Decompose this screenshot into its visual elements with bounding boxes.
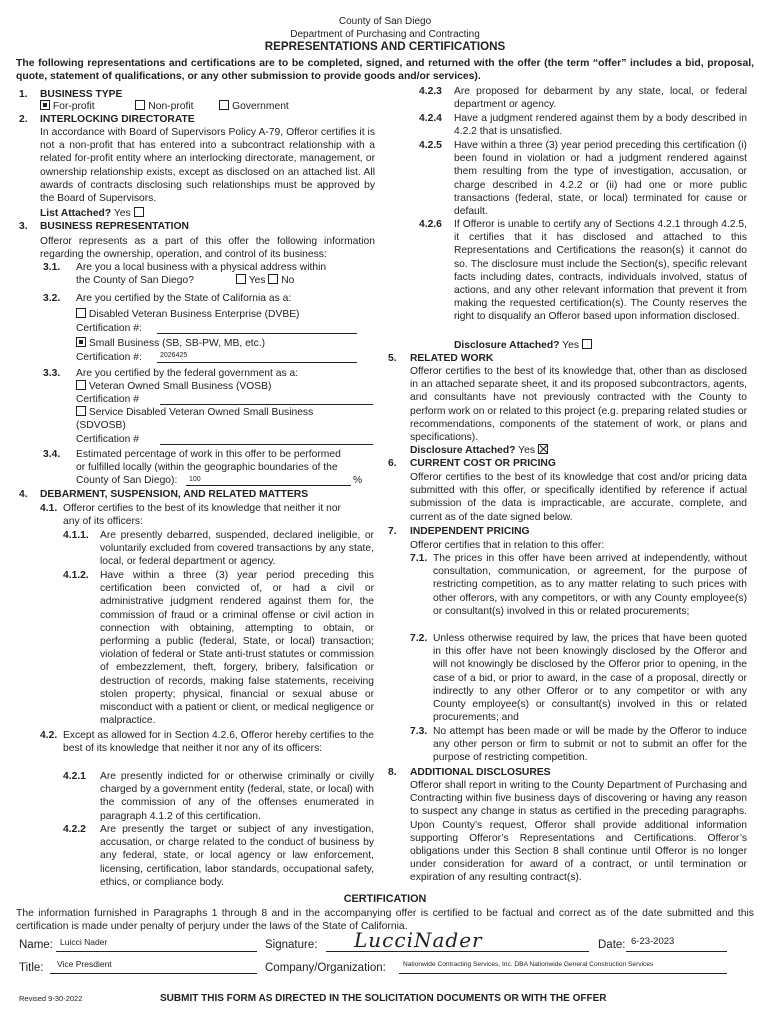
p72-text: Unless otherwise required by law, the prices that have been quoted in this offer have not been knowingly disclosed by the Offeror and will not knowingly be disclosed by the Offeror prior to opening, in the case of a bid, or prior to award, in the case of a proposal, directly or indirectly to any other Offeror or to any competitor or with any County employee(s) or consultant(s) involved in this or related procurements; and <box>433 633 747 724</box>
p423-text: Are proposed for debarment by any state, local, or federal department or agency. <box>454 86 747 111</box>
forprofit-checkbox[interactable] <box>40 100 50 110</box>
s3-num: 3. <box>19 221 28 232</box>
p424-num: 4.2.4 <box>419 113 442 124</box>
sb-cert-label: Certification #: <box>76 352 142 363</box>
s6-num: 6. <box>388 458 397 469</box>
signature-value: LucciNader <box>354 928 483 952</box>
county-name: County of San Diego <box>338 16 432 27</box>
nonprofit-checkbox[interactable] <box>135 100 145 110</box>
department-name: Department of Purchasing and Contracting <box>290 29 480 40</box>
list-attached-label: List Attached? <box>40 208 112 219</box>
vosb-cert-field[interactable] <box>160 404 373 405</box>
sb-checkbox[interactable] <box>76 337 86 347</box>
p426-disclosure-label: Disclosure Attached? <box>454 340 560 351</box>
organization-value: Nationwide Contracting Services, Inc. DBA Nationwide General Construction Services <box>403 961 654 968</box>
certification-title: CERTIFICATION <box>343 893 427 905</box>
s1-title: BUSINESS TYPE <box>40 89 123 100</box>
p421-text: Are presently indicted for or otherwise criminally or civilly charged by a government entity (federal, state, or local) with the commission of any of the offenses enumerated in paragraph 4.1.2 of this certification. <box>100 771 374 822</box>
local-percent-value: 100 <box>189 476 201 483</box>
q31-text-a: Are you a local business with a physical address within <box>76 262 327 273</box>
p411-text: Are presently debarred, suspended, declared ineligible, or voluntarily excluded from covered transactions by any state, local, or federal department or agency. <box>100 530 374 568</box>
sdvosb-cert-field[interactable] <box>160 444 373 445</box>
date-value: 6-23-2023 <box>631 936 675 947</box>
local-percent-field[interactable] <box>186 485 351 486</box>
title-field[interactable] <box>50 973 257 974</box>
p412-text: Have within a three (3) year period preceding this certification been convicted of, or had a civil or administrative judgment rendered against them for, the commission of fraud or a criminal offense or civil action in connection with obtaining, attempting to obtain, or performing a public (federal, State, or local) transaction; violation of federal or State anti-trust statutes or commission of embezzlement, theft, forgery, bribery, falsification or destruction of records, making false statements, receiving stolen property; physical, financial or sexual abuse or misconduct with a patient or client, or medical negligence or malpractice. <box>100 570 374 727</box>
p42-text: Except as allowed for in Section 4.2.6, Offeror hereby certifies to the best of its knowledge that neither it nor any of its officers: <box>63 730 374 755</box>
q34-text-a: Estimated percentage of work in this offer to be performed <box>76 449 341 460</box>
s5-disclosure <box>410 444 548 457</box>
sdvosb-label: Service Disabled Veteran Owned Small Business <box>88 407 314 418</box>
s8-body: Offeror shall report in writing to the County Department of Purchasing and Contracting within five business days of discovering or having any reason to suspect any change in status as certified in the preceding paragraphs. Upon County’s request, Offeror shall provide additional information supporting Offeror’s Representations and Certifications. Offeror’s obligations under this Section 8 shall continue until Offeror is no longer under consideration for award of a contract, or until termination or expiration of any resulting contract(s). <box>410 780 747 884</box>
name-label: Name: <box>19 939 53 951</box>
percent-sign: % <box>353 475 363 486</box>
p412-num: 4.1.2. <box>63 570 89 581</box>
local-yes-checkbox[interactable] <box>236 274 246 284</box>
sb-row <box>76 337 265 350</box>
revised-date: Revised 9-30-2022 <box>19 994 83 1003</box>
list-attached-yes: Yes <box>113 208 131 219</box>
date-field[interactable] <box>626 951 727 952</box>
p424-text: Have a judgment rendered against them by a body described in 4.2.2 that is unsatisfied. <box>454 113 747 138</box>
s5-disclosure-label: Disclosure Attached? <box>410 445 516 456</box>
local-yes-label: Yes <box>248 275 266 286</box>
list-attached-checkbox[interactable] <box>134 207 144 217</box>
dvbe-cert-label: Certification #: <box>76 323 142 334</box>
s8-title: ADDITIONAL DISCLOSURES <box>410 767 551 778</box>
signature-label: Signature: <box>265 939 318 951</box>
s6-body: Offeror certifies to the best of its knowledge that cost and/or pricing data submitted with this offer, or specifically identified by reference if actual submission of the data is impracticable, are accurate, complete, and current as of the date signed below. <box>410 472 747 523</box>
name-value: Luicci Nader <box>60 937 108 947</box>
q33-text: Are you certified by the federal government as a: <box>76 368 299 379</box>
p422-text: Are presently the target or subject of any investigation, accusation, or charge related to the conduct of business by any federal, state, or local agency or law enforcement, licensing, certification, labor standards, occupational safety, ethics, or compliance body. <box>100 824 374 888</box>
s2-body: In accordance with Board of Supervisors Policy A-79, Offeror certifies it is not a non-profit that has entered into a subcontract relationship with a related for-profit entity where an interlocking directorate, management, or ownership relationship exists, except as disclosed on an attached list. All awards of contracts disclosing such relationships must be approved by the Board of Supervisors. <box>40 127 375 205</box>
business-type-options <box>40 100 289 113</box>
vosb-label: Veteran Owned Small Business (VOSB) <box>88 381 272 392</box>
sdvosb-checkbox[interactable] <box>76 406 86 416</box>
q31-num: 3.1. <box>43 262 61 273</box>
sb-cert-value: 2026425 <box>160 352 188 359</box>
sdvosb-row <box>76 406 313 419</box>
s1-num: 1. <box>19 89 28 100</box>
government-label: Government <box>232 101 289 112</box>
s5-disclosure-checkbox[interactable] <box>538 444 548 454</box>
forprofit-label: For-profit <box>52 101 95 112</box>
p422-num: 4.2.2 <box>63 824 86 835</box>
organization-label: Company/Organization: <box>265 962 386 974</box>
certification-body: The information furnished in Paragraphs 1 through 8 and in the accompanying offer is certified to be factual and correct as of the date submitted and this certification is made under penalty of perjury under the laws of the State of California. <box>16 908 754 933</box>
p425-text: Have within a three (3) year period preceding this certification (i) been found in violation or had a judgment rendered against them resulting from the type of investigation, accusation, or charge described in 4.2.2 or (ii) had one or more public transactions (federal, state, or local) terminated for cause or default. <box>454 140 747 218</box>
s6-title: CURRENT COST OR PRICING <box>410 458 556 469</box>
p426-disclosure-checkbox[interactable] <box>582 339 592 349</box>
q32-text: Are you certified by the State of California as a: <box>76 293 292 304</box>
nonprofit-label: Non-profit <box>148 101 194 112</box>
vosb-cert-label: Certification # <box>76 394 139 405</box>
local-no-label: No <box>281 275 295 286</box>
name-field[interactable] <box>56 951 257 952</box>
p426-text: If Offeror is unable to certify any of Sections 4.2.1 through 4.2.5, it certifies that it has disclosed and attached to this Representations and Certifications the reason(s) it cannot do so. The disclosure must include the Section(s), specific relevant facts including dates, contracts, individuals involved, status of actions, and any other relevant information that prevent it from making the requested certification(s). The County reserves the right to disqualify an Offeror based upon information disclosed. <box>454 219 747 323</box>
s5-body: Offeror certifies to the best of its knowledge that, other than as disclosed in an attached separate sheet, it and its proposed subcontractors, agents, and consultants have not previously contracted with the County to perform work on or related to this project (e.g. preparing related studies or recommendations, components of the statement of work, or plans and specifications). <box>410 366 747 444</box>
p426-disclosure <box>454 339 592 352</box>
q34-text-b: or fulfilled locally (within the geographic boundaries of the <box>76 462 338 473</box>
sdvosb-cert-label: Certification # <box>76 434 139 445</box>
s2-title: INTERLOCKING DIRECTORATE <box>40 114 195 125</box>
s7-title: INDEPENDENT PRICING <box>410 526 530 537</box>
p71-num: 7.1. <box>410 553 428 564</box>
q33-num: 3.3. <box>43 368 61 379</box>
dvbe-label: Disabled Veteran Business Enterprise (DVBE) <box>88 309 300 320</box>
p73-num: 7.3. <box>410 726 428 737</box>
q31-options <box>236 274 294 287</box>
dvbe-cert-field[interactable] <box>157 333 357 334</box>
local-no-checkbox[interactable] <box>268 274 278 284</box>
intro-text: The following representations and certifications are to be completed, signed, and returned with the offer (the term “offer” includes a bid, proposal, quote, statement of qualifications, or any other submission to provide goods and/or services). <box>16 58 754 82</box>
p41-text-b: any of its officers: <box>63 516 143 527</box>
s4-num: 4. <box>19 489 28 500</box>
p421-num: 4.2.1 <box>63 771 86 782</box>
date-label: Date: <box>598 939 626 951</box>
q34-text-c: County of San Diego): <box>76 475 178 486</box>
sb-cert-field[interactable] <box>157 362 357 363</box>
s7-num: 7. <box>388 526 397 537</box>
s2-num: 2. <box>19 114 28 125</box>
q32-num: 3.2. <box>43 293 61 304</box>
sdvosb-label-b: (SDVOSB) <box>76 420 126 431</box>
vosb-checkbox[interactable] <box>76 380 86 390</box>
s7-intro: Offeror certifies that in relation to this offer: <box>410 540 605 551</box>
form-title: REPRESENTATIONS AND CERTIFICATIONS <box>264 40 506 53</box>
submit-instruction: SUBMIT THIS FORM AS DIRECTED IN THE SOLICITATION DOCUMENTS OR WITH THE OFFER <box>160 993 607 1004</box>
title-value: Vice Presdient <box>57 959 112 969</box>
s4-title: DEBARMENT, SUSPENSION, AND RELATED MATTERS <box>40 489 309 500</box>
s3-title: BUSINESS REPRESENTATION <box>40 221 189 232</box>
q31-text-b: the County of San Diego? <box>76 275 194 286</box>
p426-num: 4.2.6 <box>419 219 442 230</box>
p423-num: 4.2.3 <box>419 86 442 97</box>
p41-text-a: Offeror certifies to the best of its knowledge that neither it nor <box>63 503 341 514</box>
dvbe-checkbox[interactable] <box>76 308 86 318</box>
s5-num: 5. <box>388 353 397 364</box>
s2-list-attached <box>40 207 144 220</box>
s3-intro: Offeror represents as a part of this offer the following information regarding the ownership, operation, and control of its business: <box>40 236 375 261</box>
q34-num: 3.4. <box>43 449 61 460</box>
s5-title: RELATED WORK <box>410 353 494 364</box>
p73-text: No attempt has been made or will be made by the Offeror to induce any other person or firm to submit or not to submit an offer for the purpose of restricting competition. <box>433 726 747 764</box>
vosb-row <box>76 380 271 393</box>
p72-num: 7.2. <box>410 633 428 644</box>
p41-num: 4.1. <box>40 503 58 514</box>
government-checkbox[interactable] <box>219 100 229 110</box>
sb-label: Small Business (SB, SB-PW, MB, etc.) <box>88 338 266 349</box>
p42-num: 4.2. <box>40 730 58 741</box>
p71-text: The prices in this offer have been arrived at independently, without consultation, communication, or agreement, for the purpose of restricting competition, as to any matter relating to such prices with other offerors, with any competitors, or with any County employee(s) or consultant(s) involved in this or related procurements; <box>433 553 747 617</box>
s5-disclosure-yes: Yes <box>518 445 535 456</box>
organization-field[interactable] <box>399 973 727 974</box>
dvbe-row <box>76 308 300 321</box>
p411-num: 4.1.1. <box>63 530 89 541</box>
title-label: Title: <box>19 962 44 974</box>
p426-disclosure-yes: Yes <box>562 340 579 351</box>
p425-num: 4.2.5 <box>419 140 442 151</box>
s8-num: 8. <box>388 767 397 778</box>
